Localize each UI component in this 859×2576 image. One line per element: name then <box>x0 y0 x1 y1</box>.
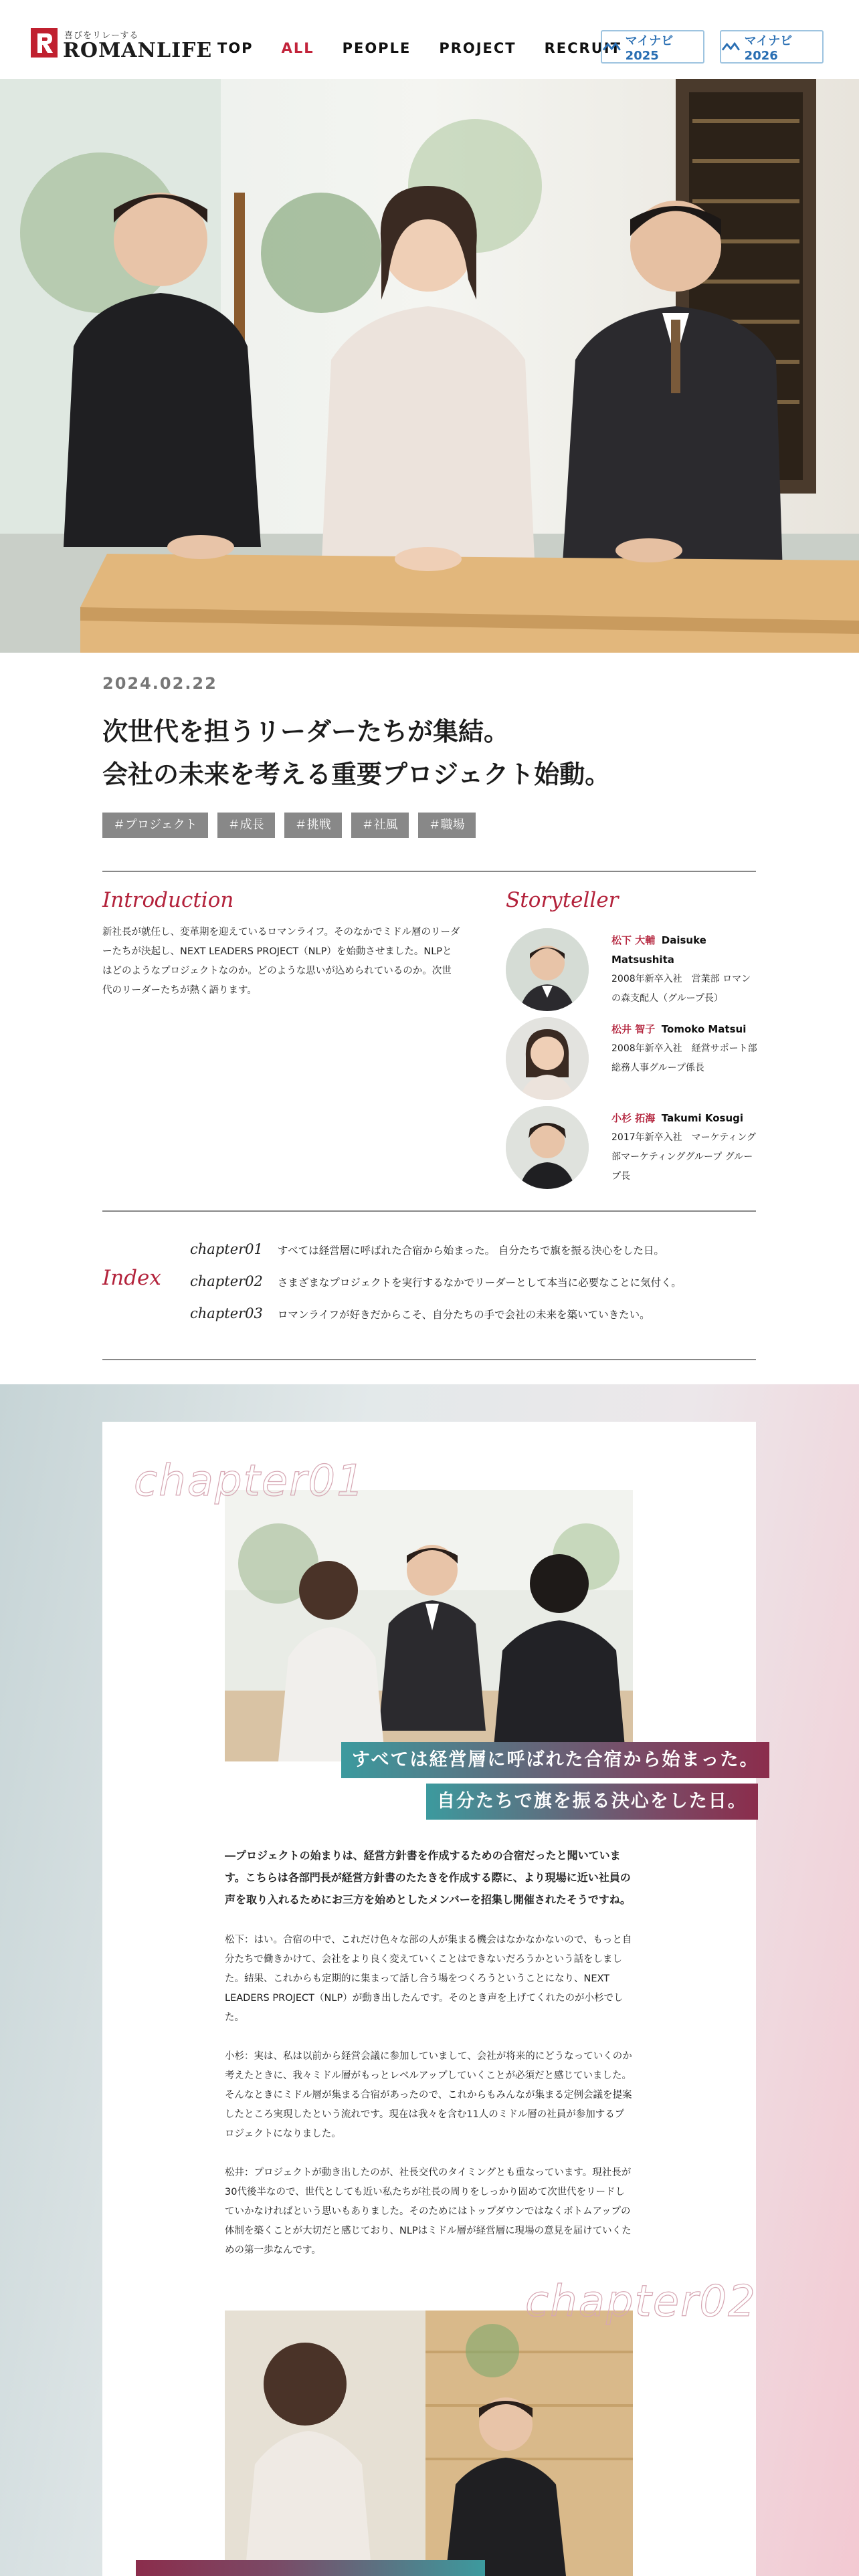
chapter01-paragraph: 松下：はい。合宿の中で、これだけ色々な部の人が集まる機会はなかなかないので、もっと自分たちで働きかけて、会社をより良く変えていくことはできないだろうかという話をしました。結果、これからも定期的に集まって話し合う場をつくろうということになり、NEXT LEADERS PROJECT（NLP）が動き出したんです。そのとき声を上げてくれたのが小杉でした。 <box>225 1935 632 2023</box>
mynavi-2026-button[interactable] <box>720 30 824 64</box>
introduction-text: 新社長が就任し、変革期を迎えているロマンライフ。そのなかでミドル層のリーダーたちが決起し、NEXT LEADERS PROJECT（NLP）を始動させました。NLPとはどのようなプロジェクトなのか。どのような思いが込められているのか。次世代のリーダーたちが熱く語ります。 <box>102 927 460 996</box>
nav-people[interactable]: PEOPLE <box>342 40 411 56</box>
mynavi-icon <box>602 41 622 53</box>
nav-recruit[interactable]: RECRUIT <box>544 40 622 56</box>
mynavi-2026-label: マイナビ2026 <box>744 33 793 63</box>
hero-photo <box>0 79 859 653</box>
article-date: 2024.02.22 <box>102 674 217 693</box>
mynavi-2025-button[interactable] <box>601 30 704 64</box>
tag[interactable]: ＃職場 <box>418 813 476 838</box>
chapter01-paragraph: 小杉：実は、私は以前から経営会議に参加していまして、会社が将来的にどうなっていくのか考えたときに、我々ミドル層がもっとレベルアップしていくことが必須だと感じていました。そんなときにミドル層が集まる合宿があったので、これからもみんなが集まる定例会議を提案したところ実現したという流れです。現在は我々を含む11人のミドル層の社員が参加するプロジェクトになりました。 <box>225 2051 632 2139</box>
storyteller-item <box>506 1017 767 1101</box>
article-title-line2: 会社の未来を考える重要プロジェクト始動。 <box>102 760 611 789</box>
introduction-heading: Introduction <box>102 888 234 912</box>
logo[interactable] <box>31 28 213 62</box>
chapter02-banner <box>136 2560 485 2576</box>
chapter01-banner-line1: すべては経営層に呼ばれた合宿から始まった。 <box>341 1742 769 1778</box>
storyteller-heading: Storyteller <box>506 888 619 912</box>
tag-list <box>102 813 485 838</box>
avatar <box>506 1017 589 1100</box>
mynavi-icon <box>721 41 741 53</box>
divider <box>102 1359 756 1360</box>
nav-all[interactable]: ALL <box>281 40 314 56</box>
chapter01-body <box>225 1844 633 2260</box>
tag[interactable]: ＃成長 <box>217 813 275 838</box>
storyteller-name-jp: 松井 智子 <box>611 1023 656 1035</box>
index-item[interactable] <box>190 1241 664 1257</box>
logo-wordmark: ROMANLIFE <box>63 39 213 62</box>
divider <box>102 1210 756 1212</box>
nav-project[interactable]: PROJECT <box>439 40 516 56</box>
index-chapter-text: すべては経営層に呼ばれた合宿から始まった。 自分たちで旗を振る決心をした日。 <box>277 1245 664 1257</box>
article-title <box>102 710 610 796</box>
storyteller-item <box>506 928 760 1012</box>
tag[interactable]: ＃挑戦 <box>284 813 342 838</box>
chapter01-lead: ―プロジェクトの始まりは、経営方針書を作成するための合宿だったと聞いています。こちらは各部門長が経営方針書のたたきを作成する際に、より現場に近い社員の声を取り入れるためにお三方を始めとしたメンバーを招集し開催されたそうですね。 <box>225 1849 631 1906</box>
chapter02-label: chapter02 <box>525 2277 757 2327</box>
storyteller-item <box>506 1106 760 1190</box>
storyteller-desc: 2017年新卒入社 マーケティング部マーケティンググループ グループ長 <box>611 1132 756 1182</box>
storyteller-name-en: Daisuke Matsushita <box>611 934 706 966</box>
chapter01-paragraph: 松井：プロジェクトが動き出したのが、社長交代のタイミングとも重なっています。現社長が30代後半なので、世代としても近い私たちが社長の周りをしっかり固めて次世代をリードしていかなければという思いもありました。そのためにはトップダウンではなくボトムアップの体制を築くことが大切だと感じており、NLPはミドル層が経営層に現場の意見を届けていくための第一歩なんです。 <box>225 2167 632 2256</box>
storyteller-info <box>611 1020 767 1078</box>
index-chapter-text: ロマンライフが好きだからこそ、自分たちの手で会社の未来を築いていきたい。 <box>277 1309 650 1321</box>
storyteller-desc: 2008年新卒入社 経営サポート部 総務人事グループ係長 <box>611 1043 767 1073</box>
chapter01-label: chapter01 <box>134 1457 365 1506</box>
chapter01-banner-line2: 自分たちで旗を振る決心をした日。 <box>426 1784 758 1820</box>
storyteller-info <box>611 1109 760 1186</box>
index-item[interactable] <box>190 1273 682 1289</box>
index-chapter-text: さまざまなプロジェクトを実行するなかでリーダーとして本当に必要なことに気付く。 <box>277 1277 682 1289</box>
romanlife-logo-mark-icon <box>31 28 58 58</box>
tag[interactable]: ＃社風 <box>351 813 409 838</box>
storyteller-name-en: Takumi Kosugi <box>661 1112 744 1124</box>
hero-photo-illustration <box>0 79 859 653</box>
nav-top[interactable]: TOP <box>217 40 254 56</box>
storyteller-info <box>611 931 760 1008</box>
site-header <box>0 0 859 79</box>
storyteller-name-jp: 小杉 拓海 <box>611 1112 656 1124</box>
index-chapter-label: chapter03 <box>190 1305 263 1321</box>
avatar <box>506 928 589 1011</box>
avatar <box>506 1106 589 1189</box>
global-nav <box>217 40 650 56</box>
chapter01-photo <box>225 1490 633 1761</box>
mynavi-2025-label: マイナビ2025 <box>625 33 674 63</box>
logo-tagline: 喜びをリレーする <box>64 31 139 41</box>
chapter02-photo <box>225 2311 633 2576</box>
index-heading: Index <box>102 1266 161 1290</box>
storyteller-name-en: Tomoko Matsui <box>661 1023 747 1035</box>
article-title-line1: 次世代を担うリーダーたちが集結。 <box>102 717 510 746</box>
index-chapter-label: chapter02 <box>190 1273 263 1289</box>
storyteller-desc: 2008年新卒入社 営業部 ロマンの森支配人（グループ長） <box>611 974 751 1004</box>
divider <box>102 871 756 872</box>
storyteller-name-jp: 松下 大輔 <box>611 934 656 946</box>
index-chapter-label: chapter01 <box>190 1241 263 1257</box>
index-item[interactable] <box>190 1305 650 1321</box>
tag[interactable]: ＃プロジェクト <box>102 813 208 838</box>
